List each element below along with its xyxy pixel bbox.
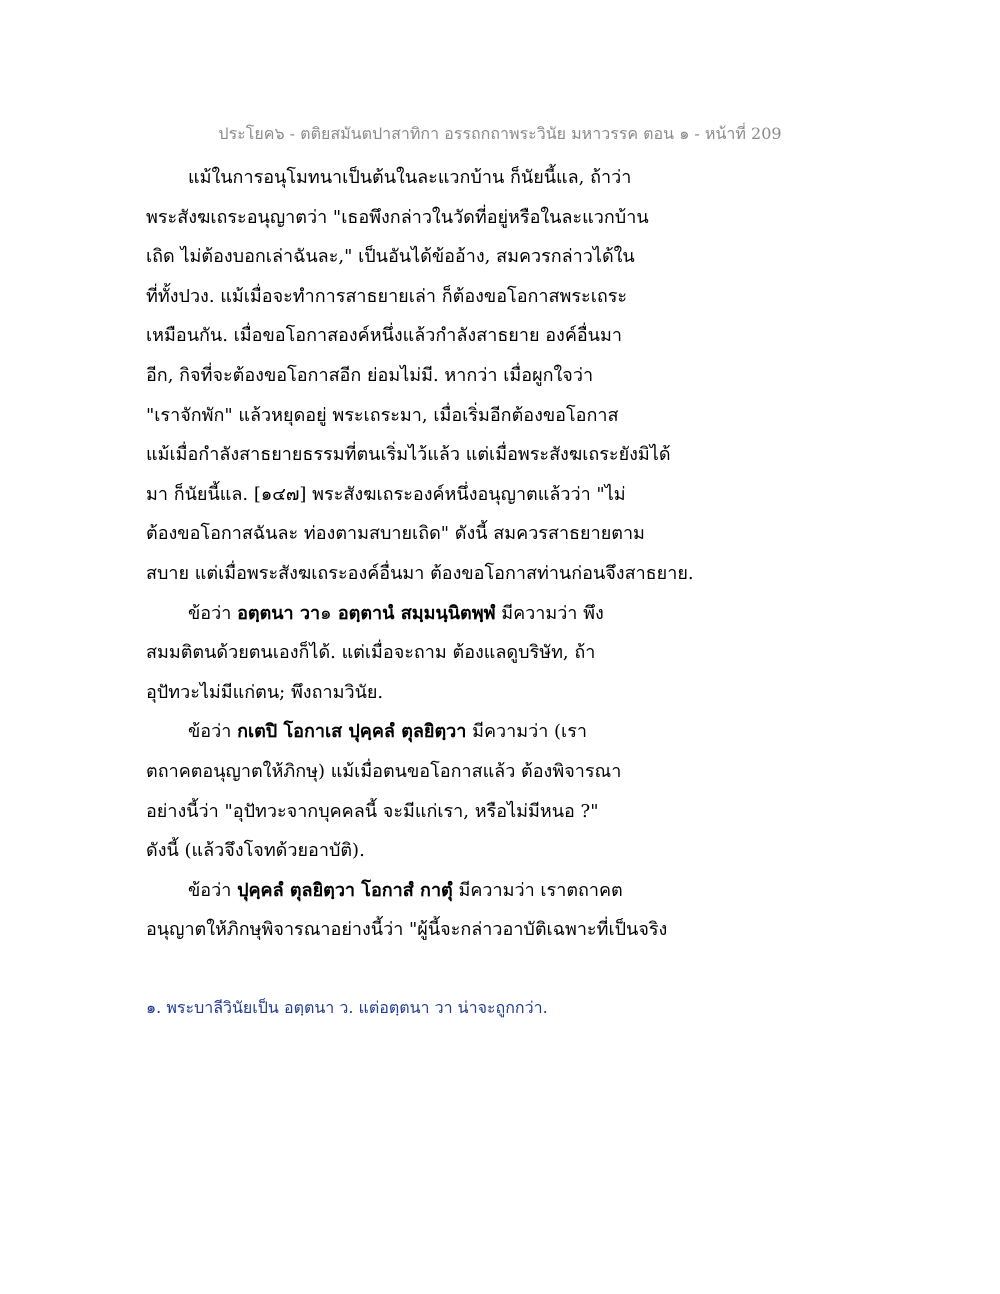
text-line bbox=[146, 712, 746, 752]
text-line bbox=[146, 158, 746, 198]
body-text bbox=[146, 158, 746, 950]
text-line bbox=[146, 673, 746, 713]
text-line bbox=[146, 910, 746, 950]
text-segment: ที่ทั้งปวง. แม้เมื่อจะทำการสาธยายเล่า ก็ต้องขอโอกาสพระเถระ bbox=[146, 285, 628, 307]
text-line bbox=[146, 198, 746, 238]
text-line bbox=[146, 316, 746, 356]
text-line bbox=[146, 356, 746, 396]
text-line bbox=[146, 831, 746, 871]
text-segment: สบาย แต่เมื่อพระสังฆเถระองค์อื่นมา ต้องขอโอกาสท่านก่อนจึงสาธยาย. bbox=[146, 562, 694, 584]
text-segment: แม้ในการอนุโมทนาเป็นต้นในละแวกบ้าน ก็นัยนี้แล, ถ้าว่า bbox=[188, 167, 632, 188]
text-segment: "เราจักพัก" แล้วหยุดอยู่ พระเถระมา, เมื่อเริ่มอีกต้องขอโอกาส bbox=[146, 404, 619, 426]
text-line bbox=[146, 792, 746, 832]
text-segment: อีก, กิจที่จะต้องขอโอกาสอีก ย่อมไม่มี. หากว่า เมื่อผูกใจว่า bbox=[146, 364, 594, 386]
text-line bbox=[146, 871, 746, 911]
text-segment: พระสังฆเถระอนุญาตว่า "เธอพึงกล่าวในวัดที่อยู่หรือในละแวกบ้าน bbox=[146, 206, 649, 228]
bold-term: ปุคฺคลํ ตุลยิตฺวา โอกาสํ กาตุํ bbox=[237, 879, 453, 901]
text-line bbox=[146, 237, 746, 277]
text-segment: มีความว่า พึง bbox=[495, 602, 604, 624]
text-segment: ต้องขอโอกาสฉันละ ท่องตามสบายเถิด" ดังนี้ สมควรสาธยายตาม bbox=[146, 523, 645, 545]
text-line bbox=[146, 514, 746, 554]
bold-term: กเตปิ โอกาเส ปุคฺคลํ ตุลยิตฺวา bbox=[237, 721, 467, 743]
text-line bbox=[146, 435, 746, 475]
text-line bbox=[146, 475, 746, 515]
text-line bbox=[146, 396, 746, 436]
text-line bbox=[146, 752, 746, 792]
text-line bbox=[146, 277, 746, 317]
text-segment: แม้เมื่อกำลังสาธยายธรรมที่ตนเริ่มไว้แล้ว แต่เมื่อพระสังฆเถระยังมิได้ bbox=[146, 444, 671, 466]
text-segment: ดังนี้ (แล้วจึงโจทด้วยอาบัติ). bbox=[146, 840, 365, 862]
page-header: ประโยค๖ - ตติยสมันตปาสาทิกา อรรถกถาพระวินัย มหาวรรค ตอน ๑ - หน้าที่ 209 bbox=[218, 124, 782, 143]
text-segment: เหมือนกัน. เมื่อขอโอกาสองค์หนึ่งแล้วกำลังสาธยาย องค์อื่นมา bbox=[146, 325, 622, 347]
bold-term: อตฺตนา วา bbox=[237, 602, 321, 624]
text-line bbox=[146, 554, 746, 594]
bold-term: อตฺตานํ สมฺมนฺนิตพฺพํ bbox=[331, 602, 496, 624]
text-line bbox=[146, 594, 746, 634]
text-segment: เถิด ไม่ต้องบอกเล่าฉันละ," เป็นอันได้ข้ออ้าง, สมควรกล่าวได้ใน bbox=[146, 246, 635, 268]
text-segment: ข้อว่า bbox=[188, 602, 238, 624]
text-segment: ข้อว่า bbox=[188, 879, 238, 901]
text-segment: มีความว่า เราตถาคต bbox=[452, 879, 623, 901]
text-segment: อย่างนี้ว่า "อุปัทวะจากบุคคลนี้ จะมีแก่เรา, หรือไม่มีหนอ ?" bbox=[146, 800, 599, 822]
text-segment: ตถาคตอนุญาตให้ภิกษุ) แม้เมื่อตนขอโอกาสแล้ว ต้องพิจารณา bbox=[146, 760, 622, 782]
text-segment: ข้อว่า bbox=[188, 721, 238, 743]
text-segment: อนุญาตให้ภิกษุพิจารณาอย่างนี้ว่า "ผู้นี้จะกล่าวอาบัติเฉพาะที่เป็นจริง bbox=[146, 919, 668, 941]
text-segment: มา ก็นัยนี้แล. [๑๔๗] พระสังฆเถระองค์หนึ่งอนุญาตแล้วว่า "ไม่ bbox=[146, 483, 626, 505]
text-segment: สมมติตนด้วยตนเองก็ได้. แต่เมื่อจะถาม ต้องแลดูบริษัท, ถ้า bbox=[146, 642, 596, 664]
footnote: ๑. พระบาลีวินัยเป็น อตฺตนา ว. แต่อตฺตนา วา น่าจะถูกกว่า. bbox=[146, 998, 548, 1017]
text-segment: อุปัทวะไม่มีแก่ตน; พึงถามวินัย. bbox=[146, 681, 384, 703]
text-segment: ๑ bbox=[320, 602, 332, 624]
text-line bbox=[146, 633, 746, 673]
text-segment: มีความว่า (เรา bbox=[466, 721, 587, 743]
